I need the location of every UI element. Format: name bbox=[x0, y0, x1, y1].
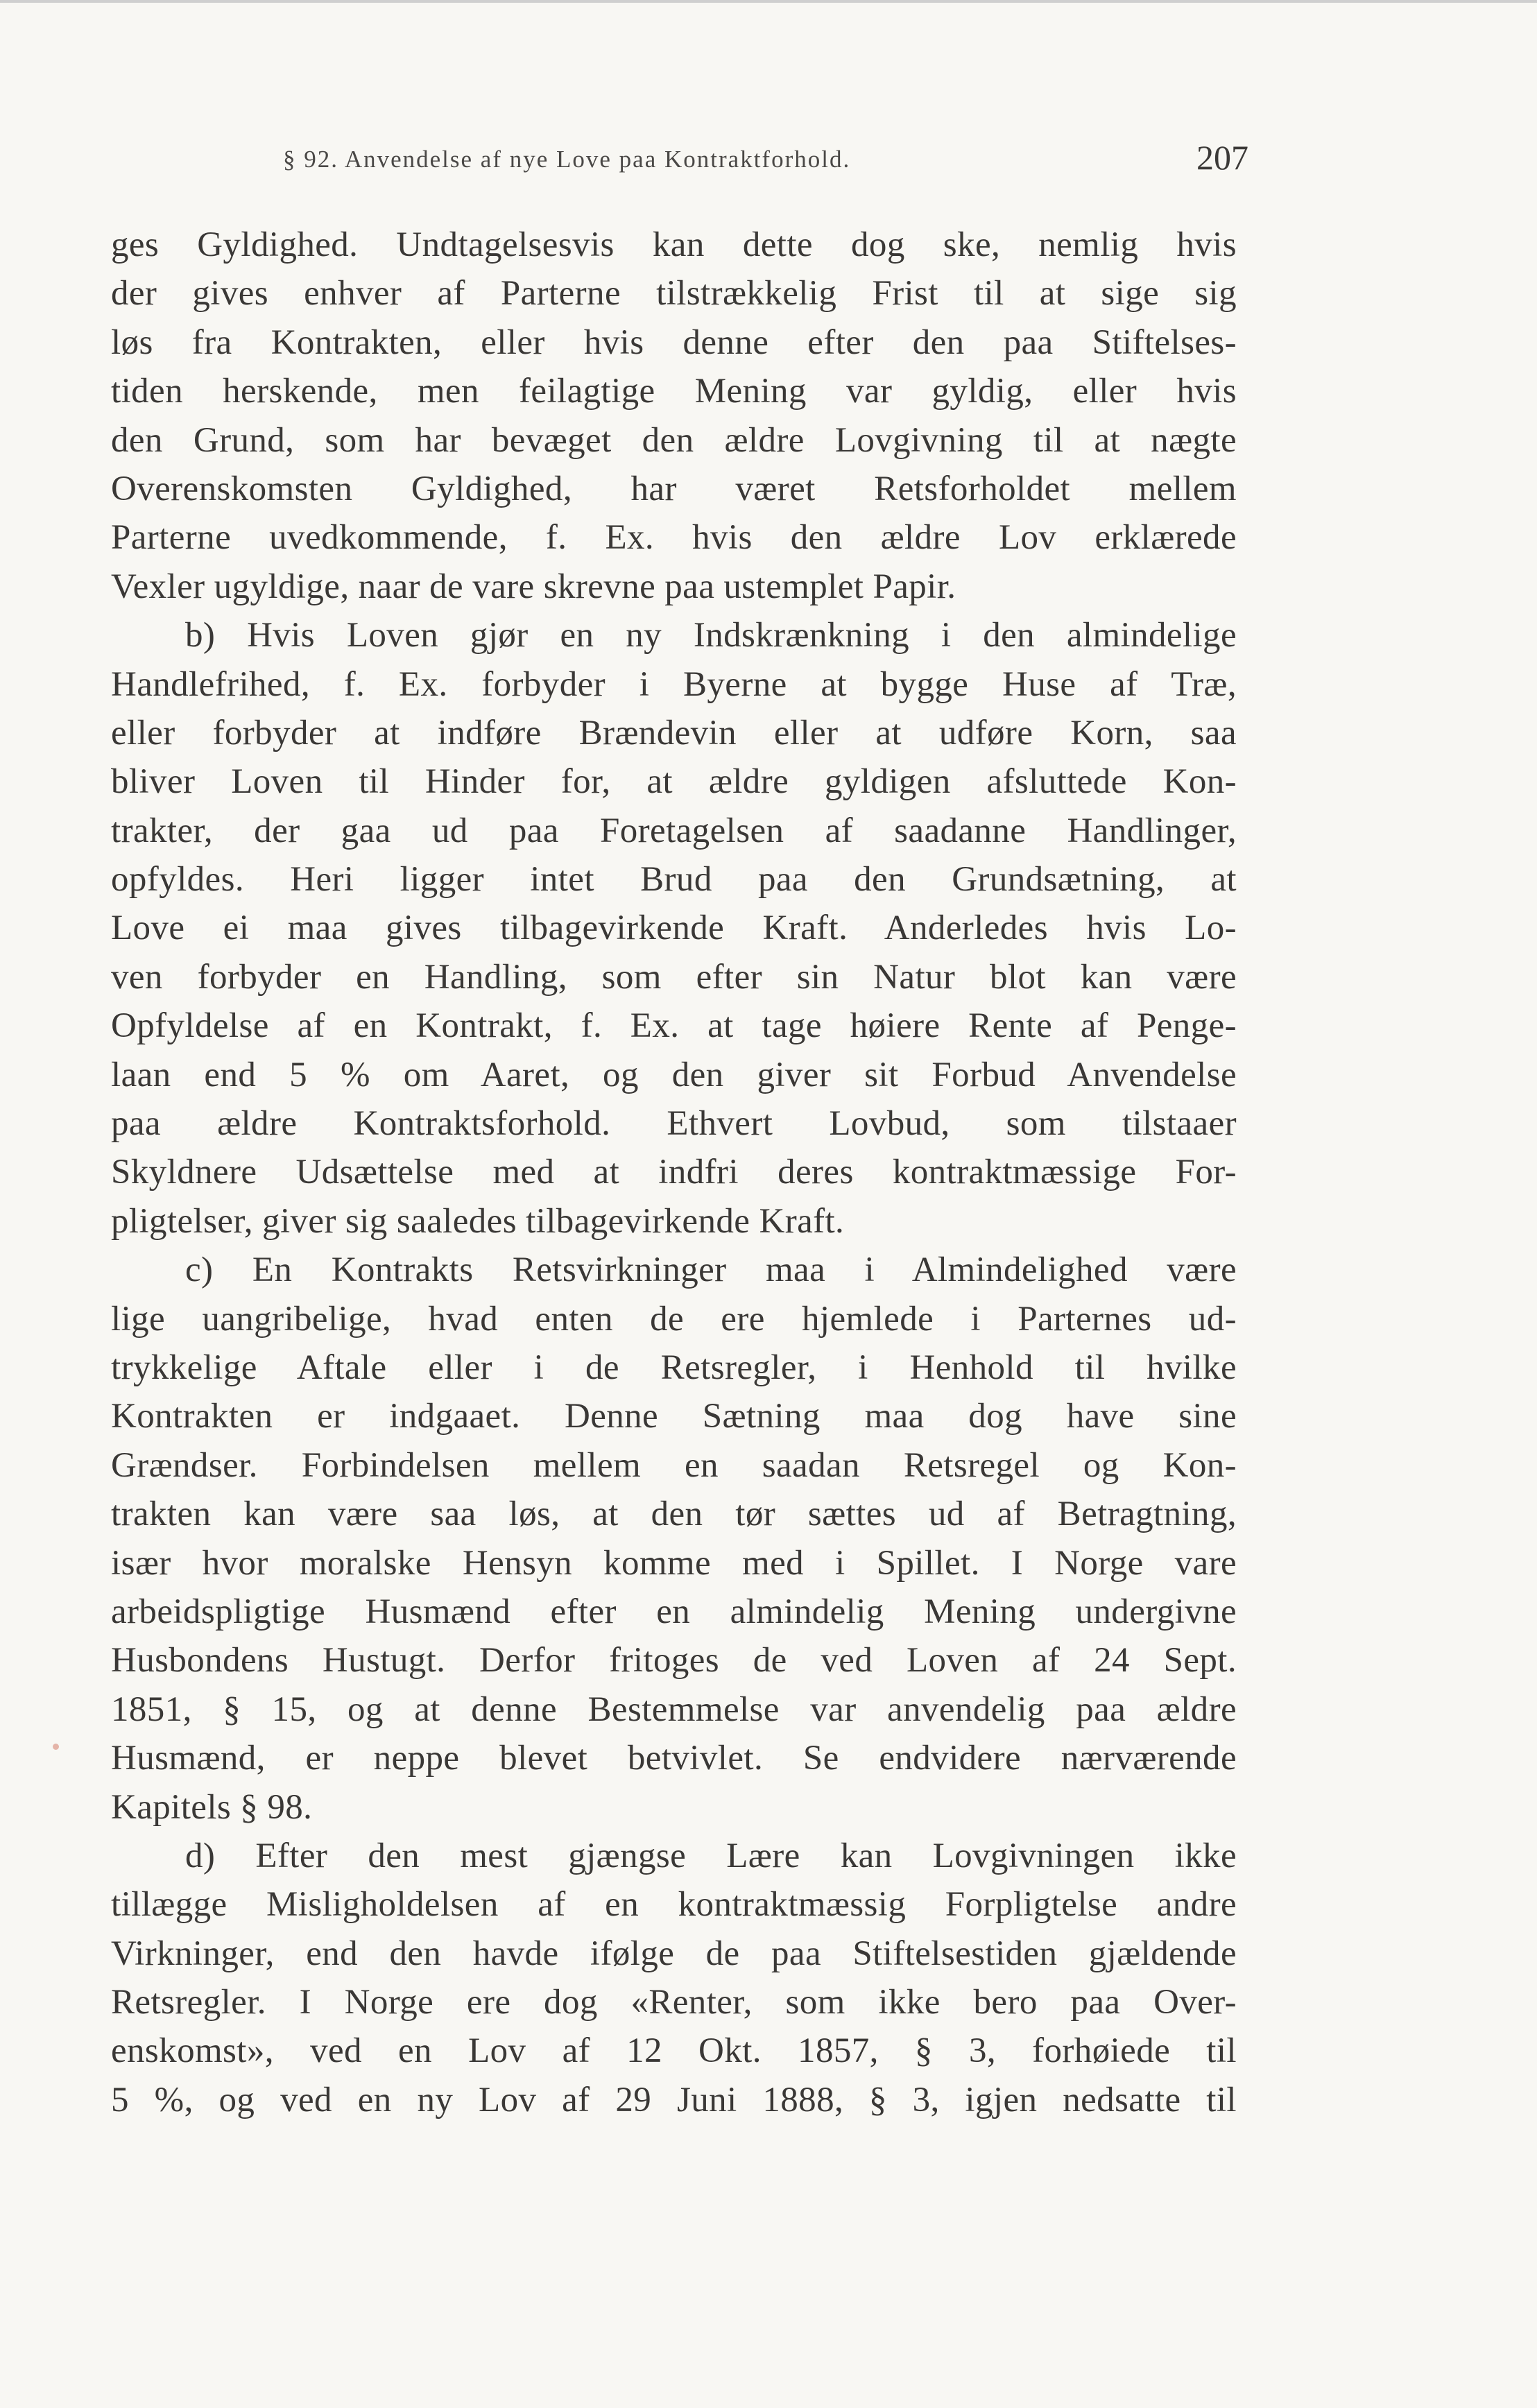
text-line: Vexler ugyldige, naar de vare skrevne paa ustemplet Papir. bbox=[111, 567, 956, 606]
margin-mark bbox=[53, 1744, 59, 1750]
text-line: lige uangribelige, hvad enten de ere hjemlede i Parternes ud- bbox=[111, 1299, 1237, 1339]
text-line: 5 %, og ved en ny Lov af 29 Juni 1888, § 3, igjen nedsatte til bbox=[111, 2080, 1237, 2119]
text-line: arbeidspligtige Husmænd efter en almindelig Mening undergivne bbox=[111, 1592, 1237, 1631]
text-line: trakten kan være saa løs, at den tør sættes ud af Betragtning, bbox=[111, 1495, 1237, 1534]
text-line: 1851, § 15, og at denne Bestemmelse var anvendelig paa ældre bbox=[111, 1689, 1237, 1729]
text-line: Handlefrihed, f. Ex. forbyder i Byerne at bygge Huse af Træ, bbox=[111, 664, 1237, 704]
text-line: Opfyldelse af en Kontrakt, f. Ex. at tage høiere Rente af Penge- bbox=[111, 1006, 1237, 1046]
paragraph-b-start: b) Hvis Loven gjør en ny Indskrænkning i den almindelige bbox=[185, 616, 1237, 655]
running-title: § 92. Anvendelse af nye Love paa Kontraktforhold. bbox=[283, 146, 851, 173]
text-line: Retsregler. I Norge ere dog «Renter, som ikke bero paa Over- bbox=[111, 1983, 1237, 2022]
text-line: paa ældre Kontraktsforhold. Ethvert Lovbud, som tilstaaer bbox=[111, 1104, 1237, 1144]
text-line: pligtelser, giver sig saaledes tilbagevirkende Kraft. bbox=[111, 1201, 845, 1241]
running-header bbox=[111, 137, 1248, 179]
text-line: Virkninger, end den havde ifølge de paa Stiftelsestiden gjældende bbox=[111, 1934, 1237, 1973]
text-line: Skyldnere Udsættelse med at indfri deres kontraktmæssige For- bbox=[111, 1153, 1237, 1192]
text-line: især hvor moralske Hensyn komme med i Spillet. I Norge vare bbox=[111, 1543, 1237, 1583]
text-line: bliver Loven til Hinder for, at ældre gyldigen afsluttede Kon- bbox=[111, 762, 1237, 802]
text-line: Kapitels § 98. bbox=[111, 1787, 313, 1827]
text-line: tiden herskende, men feilagtige Mening var gyldig, eller hvis bbox=[111, 372, 1237, 411]
text-line: Kontrakten er indgaaet. Denne Sætning maa dog have sine bbox=[111, 1397, 1237, 1436]
page-edge bbox=[0, 0, 1537, 3]
page-number: 207 bbox=[1196, 138, 1248, 177]
text-line: Overenskomsten Gyldighed, har været Retsforholdet mellem bbox=[111, 469, 1237, 508]
text-line: eller forbyder at indføre Brændevin eller at udføre Korn, saa bbox=[111, 713, 1237, 752]
paragraph-c-start: c) En Kontrakts Retsvirkninger maa i Almindelighed være bbox=[185, 1250, 1237, 1290]
text-line: Parterne uvedkommende, f. Ex. hvis den ældre Lov erklærede bbox=[111, 518, 1237, 558]
text-line: ges Gyldighed. Undtagelsesvis kan dette dog ske, nemlig hvis bbox=[111, 225, 1237, 264]
text-line: Love ei maa gives tilbagevirkende Kraft. Anderledes hvis Lo- bbox=[111, 909, 1237, 948]
text-line: der gives enhver af Parterne tilstrækkelig Frist til at sige sig bbox=[111, 274, 1237, 313]
text-line: enskomst», ved en Lov af 12 Okt. 1857, § 3, forhøiede til bbox=[111, 2031, 1237, 2071]
text-line: Grændser. Forbindelsen mellem en saadan Retsregel og Kon- bbox=[111, 1445, 1237, 1485]
text-line: løs fra Kontrakten, eller hvis denne efter den paa Stiftelses- bbox=[111, 322, 1237, 362]
paragraph-d-start: d) Efter den mest gjængse Lære kan Lovgivningen ikke bbox=[185, 1836, 1237, 1875]
text-line: opfyldes. Heri ligger intet Brud paa den Grundsætning, at bbox=[111, 860, 1237, 900]
text-line: trykkelige Aftale eller i de Retsregler, i Henhold til hvilke bbox=[111, 1348, 1237, 1387]
text-line: Husmænd, er neppe blevet betvivlet. Se endvidere nærværende bbox=[111, 1739, 1237, 1778]
text-line: laan end 5 % om Aaret, og den giver sit Forbud Anvendelse bbox=[111, 1055, 1237, 1094]
text-line: Husbondens Hustugt. Derfor fritoges de ved Loven af 24 Sept. bbox=[111, 1641, 1237, 1680]
text-line: trakter, der gaa ud paa Foretagelsen af saadanne Handlinger, bbox=[111, 811, 1237, 850]
text-line: tillægge Misligholdelsen af en kontraktmæssig Forpligtelse andre bbox=[111, 1885, 1237, 1925]
text-line: den Grund, som har bevæget den ældre Lovgivning til at nægte bbox=[111, 420, 1237, 460]
body-text bbox=[111, 221, 1237, 2124]
text-line: ven forbyder en Handling, som efter sin Natur blot kan være bbox=[111, 957, 1237, 997]
